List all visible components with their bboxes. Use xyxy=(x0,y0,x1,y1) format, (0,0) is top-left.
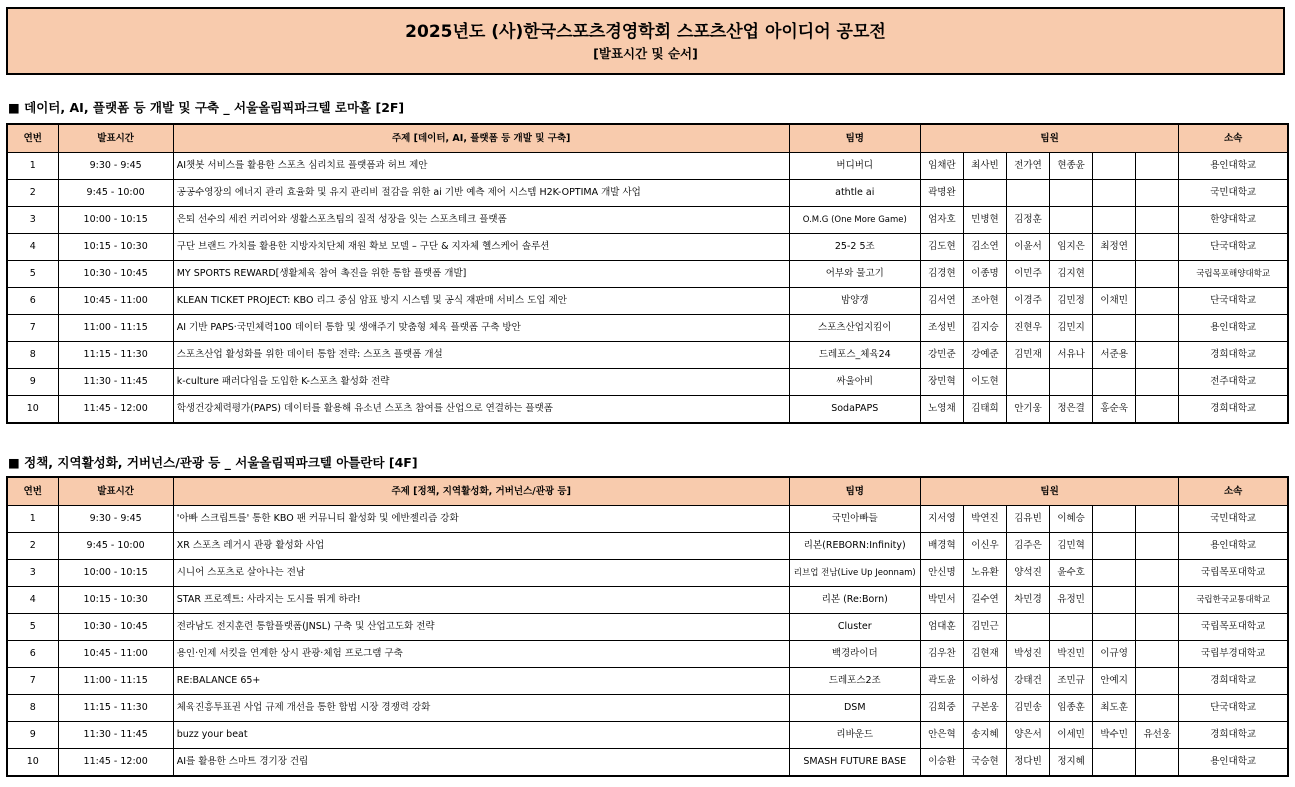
cell-time: 10:15 - 10:30 xyxy=(58,234,173,261)
cell-time: 10:00 - 10:15 xyxy=(58,207,173,234)
cell-topic: 체육진흥투표권 사업 규제 개선을 통한 합법 시장 경쟁력 강화 xyxy=(173,695,789,722)
cell-member: 최사빈 xyxy=(963,153,1006,180)
cell-time: 11:00 - 11:15 xyxy=(58,315,173,342)
cell-member: 곽명완 xyxy=(920,180,963,207)
cell-team: DSM xyxy=(789,695,920,722)
cell-team: 리본(REBORN:Infinity) xyxy=(789,533,920,560)
cell-member: 김우찬 xyxy=(920,641,963,668)
cell-topic: 학생건강체력평가(PAPS) 데이터를 활용해 유소년 스포츠 참여를 산업으로 연결하는 플랫폼 xyxy=(173,396,789,424)
cell-affiliation: 용인대학교 xyxy=(1179,533,1288,560)
cell-no: 4 xyxy=(7,234,58,261)
cell-time: 11:45 - 12:00 xyxy=(58,396,173,424)
cell-member xyxy=(1050,369,1093,396)
cell-time: 9:30 - 9:45 xyxy=(58,506,173,533)
cell-member: 김희중 xyxy=(920,695,963,722)
cell-member: 장민혁 xyxy=(920,369,963,396)
cell-member: 최정연 xyxy=(1093,234,1136,261)
cell-member xyxy=(1093,614,1136,641)
table-row xyxy=(7,342,1288,369)
cell-no: 5 xyxy=(7,614,58,641)
cell-member xyxy=(1093,207,1136,234)
cell-member: 노유환 xyxy=(963,560,1006,587)
cell-team: 버디버디 xyxy=(789,153,920,180)
cell-no: 4 xyxy=(7,587,58,614)
cell-topic: 구단 브랜드 가치를 활용한 지방자치단체 재원 확보 모델 – 구단 & 지자체 헬스케어 솔루션 xyxy=(173,234,789,261)
table-header-row xyxy=(7,124,1288,153)
cell-member: 이윤서 xyxy=(1006,234,1049,261)
cell-member xyxy=(1136,396,1179,424)
cell-member xyxy=(1050,180,1093,207)
schedule-table-2 xyxy=(6,476,1289,777)
cell-member xyxy=(1006,180,1049,207)
cell-member: 김현재 xyxy=(963,641,1006,668)
cell-member: 강태건 xyxy=(1006,668,1049,695)
cell-member xyxy=(1050,614,1093,641)
cell-affiliation: 용인대학교 xyxy=(1179,153,1288,180)
cell-affiliation: 경희대학교 xyxy=(1179,342,1288,369)
cell-no: 2 xyxy=(7,533,58,560)
cell-member xyxy=(1136,641,1179,668)
cell-topic: XR 스포츠 레거시 관광 활성화 사업 xyxy=(173,533,789,560)
cell-member: 안신명 xyxy=(920,560,963,587)
cell-time: 10:30 - 10:45 xyxy=(58,614,173,641)
cell-member xyxy=(1136,668,1179,695)
cell-affiliation: 국립목포대학교 xyxy=(1179,560,1288,587)
cell-topic: 전라남도 전지훈련 통합플랫폼(JNSL) 구축 및 산업고도화 전략 xyxy=(173,614,789,641)
cell-member: 김민지 xyxy=(1050,315,1093,342)
cell-no: 7 xyxy=(7,315,58,342)
cell-member: 배경혁 xyxy=(920,533,963,560)
cell-member xyxy=(1136,315,1179,342)
cell-no: 6 xyxy=(7,288,58,315)
cell-time: 11:15 - 11:30 xyxy=(58,342,173,369)
table-row xyxy=(7,234,1288,261)
table-row xyxy=(7,560,1288,587)
cell-affiliation: 경희대학교 xyxy=(1179,722,1288,749)
cell-affiliation: 단국대학교 xyxy=(1179,695,1288,722)
cell-member xyxy=(1136,749,1179,777)
cell-team: 국민아빠들 xyxy=(789,506,920,533)
cell-team: 어부와 물고기 xyxy=(789,261,920,288)
cell-member: 김유빈 xyxy=(1006,506,1049,533)
cell-member: 현종윤 xyxy=(1050,153,1093,180)
cell-member: 이승환 xyxy=(920,749,963,777)
cell-member xyxy=(1093,560,1136,587)
cell-member xyxy=(1136,587,1179,614)
header-topic: 주제 [정책, 지역활성화, 거버넌스/관광 등] xyxy=(173,477,789,506)
cell-member xyxy=(1093,180,1136,207)
cell-member: 이혜승 xyxy=(1050,506,1093,533)
table-row xyxy=(7,288,1288,315)
cell-member: 임종훈 xyxy=(1050,695,1093,722)
table-row xyxy=(7,153,1288,180)
cell-affiliation: 단국대학교 xyxy=(1179,234,1288,261)
cell-member: 김민송 xyxy=(1006,695,1049,722)
cell-team: 리본 (Re:Born) xyxy=(789,587,920,614)
cell-team: 밤양갱 xyxy=(789,288,920,315)
cell-member: 양석진 xyxy=(1006,560,1049,587)
cell-member: 조성빈 xyxy=(920,315,963,342)
cell-no: 9 xyxy=(7,722,58,749)
cell-member: 이종명 xyxy=(963,261,1006,288)
table-row xyxy=(7,614,1288,641)
cell-member: 구본웅 xyxy=(963,695,1006,722)
cell-member: 임채란 xyxy=(920,153,963,180)
cell-topic: KLEAN TICKET PROJECT: KBO 리그 중심 암표 방지 시스템 및 공식 재판매 서비스 도입 제안 xyxy=(173,288,789,315)
cell-no: 8 xyxy=(7,695,58,722)
cell-member xyxy=(1136,695,1179,722)
cell-topic: buzz your beat xyxy=(173,722,789,749)
cell-affiliation: 국립부경대학교 xyxy=(1179,641,1288,668)
cell-topic: 시니어 스포츠로 살아나는 전남 xyxy=(173,560,789,587)
cell-member: 김민혁 xyxy=(1050,533,1093,560)
cell-member: 유선웅 xyxy=(1136,722,1179,749)
cell-affiliation: 경희대학교 xyxy=(1179,396,1288,424)
header-topic: 주제 [데이터, AI, 플랫폼 등 개발 및 구축] xyxy=(173,124,789,153)
cell-member: 유정민 xyxy=(1050,587,1093,614)
cell-topic: '아빠 스크립트를' 통한 KBO 팬 커뮤니티 활성화 및 에반젤리즘 강화 xyxy=(173,506,789,533)
cell-time: 10:45 - 11:00 xyxy=(58,641,173,668)
cell-member xyxy=(1050,207,1093,234)
header-time: 발표시간 xyxy=(58,477,173,506)
header-members: 팀원 xyxy=(920,124,1178,153)
cell-member: 박민서 xyxy=(920,587,963,614)
cell-member xyxy=(1093,749,1136,777)
cell-member: 엄대훈 xyxy=(920,614,963,641)
cell-member xyxy=(1093,587,1136,614)
cell-member: 양은서 xyxy=(1006,722,1049,749)
cell-no: 10 xyxy=(7,396,58,424)
cell-team: 드레포스2조 xyxy=(789,668,920,695)
section-heading-1: ■ 데이터, AI, 플랫폼 등 개발 및 구축 _ 서울올림픽파크텔 로마홀 [2F] xyxy=(8,100,405,115)
cell-team: Cluster xyxy=(789,614,920,641)
cell-member: 서유나 xyxy=(1050,342,1093,369)
cell-member: 곽도윤 xyxy=(920,668,963,695)
cell-team: athtle ai xyxy=(789,180,920,207)
cell-member: 이규영 xyxy=(1093,641,1136,668)
cell-member: 박진민 xyxy=(1050,641,1093,668)
cell-affiliation: 단국대학교 xyxy=(1179,288,1288,315)
cell-member xyxy=(1136,261,1179,288)
table-header-row xyxy=(7,477,1288,506)
page-subtitle: [발표시간 및 순서] xyxy=(593,46,698,61)
cell-member: 지서영 xyxy=(920,506,963,533)
cell-member: 엄자호 xyxy=(920,207,963,234)
schedule-table-1 xyxy=(6,123,1289,424)
cell-no: 6 xyxy=(7,641,58,668)
cell-member xyxy=(1093,506,1136,533)
cell-no: 7 xyxy=(7,668,58,695)
cell-affiliation: 경희대학교 xyxy=(1179,668,1288,695)
cell-topic: AI챗봇 서비스를 활용한 스포츠 심리치료 플랫폼과 허브 제안 xyxy=(173,153,789,180)
header-affiliation: 소속 xyxy=(1179,124,1288,153)
cell-affiliation: 국립한국교통대학교 xyxy=(1179,587,1288,614)
cell-affiliation: 국민대학교 xyxy=(1179,506,1288,533)
cell-member: 최도훈 xyxy=(1093,695,1136,722)
table-row xyxy=(7,587,1288,614)
table-row xyxy=(7,749,1288,777)
cell-topic: 은퇴 선수의 세컨 커리어와 생활스포츠팀의 질적 성장을 잇는 스포츠테크 플랫폼 xyxy=(173,207,789,234)
cell-time: 11:15 - 11:30 xyxy=(58,695,173,722)
cell-affiliation: 한양대학교 xyxy=(1179,207,1288,234)
cell-member: 이세민 xyxy=(1050,722,1093,749)
cell-member: 정은결 xyxy=(1050,396,1093,424)
cell-no: 3 xyxy=(7,207,58,234)
cell-time: 11:00 - 11:15 xyxy=(58,668,173,695)
cell-member: 전가연 xyxy=(1006,153,1049,180)
header-team: 팀명 xyxy=(789,477,920,506)
table-row xyxy=(7,315,1288,342)
cell-member: 이도현 xyxy=(963,369,1006,396)
cell-member xyxy=(1136,288,1179,315)
cell-member: 민병현 xyxy=(963,207,1006,234)
cell-no: 1 xyxy=(7,506,58,533)
cell-member: 홍순욱 xyxy=(1093,396,1136,424)
table-row xyxy=(7,695,1288,722)
cell-no: 3 xyxy=(7,560,58,587)
cell-topic: MY SPORTS REWARD[생활체육 참여 촉진을 위한 통합 플랫폼 개발] xyxy=(173,261,789,288)
cell-member: 김경현 xyxy=(920,261,963,288)
cell-team: 스포츠산업지킴이 xyxy=(789,315,920,342)
cell-member: 김주은 xyxy=(1006,533,1049,560)
cell-member xyxy=(1093,261,1136,288)
cell-affiliation: 국민대학교 xyxy=(1179,180,1288,207)
cell-member xyxy=(1006,369,1049,396)
cell-no: 8 xyxy=(7,342,58,369)
table-row xyxy=(7,369,1288,396)
cell-team: 드레포스_체육24 xyxy=(789,342,920,369)
cell-member xyxy=(1136,369,1179,396)
cell-topic: RE:BALANCE 65+ xyxy=(173,668,789,695)
cell-topic: STAR 프로젝트: 사라지는 도시를 뛰게 하라! xyxy=(173,587,789,614)
cell-member xyxy=(1006,614,1049,641)
cell-topic: AI를 활용한 스마트 경기장 건립 xyxy=(173,749,789,777)
cell-member: 윤수호 xyxy=(1050,560,1093,587)
cell-member: 이신우 xyxy=(963,533,1006,560)
cell-member xyxy=(1136,533,1179,560)
cell-member: 임지은 xyxy=(1050,234,1093,261)
header-no: 연번 xyxy=(7,124,58,153)
cell-member: 조아현 xyxy=(963,288,1006,315)
cell-time: 9:45 - 10:00 xyxy=(58,180,173,207)
cell-affiliation: 전주대학교 xyxy=(1179,369,1288,396)
cell-time: 10:00 - 10:15 xyxy=(58,560,173,587)
title-banner xyxy=(6,7,1285,75)
cell-member: 김지현 xyxy=(1050,261,1093,288)
cell-team: O.M.G (One More Game) xyxy=(789,207,920,234)
cell-member: 차민경 xyxy=(1006,587,1049,614)
cell-member: 박성진 xyxy=(1006,641,1049,668)
cell-member: 정다빈 xyxy=(1006,749,1049,777)
cell-member: 이경주 xyxy=(1006,288,1049,315)
cell-team: 리바운드 xyxy=(789,722,920,749)
cell-member: 안은혁 xyxy=(920,722,963,749)
cell-time: 9:45 - 10:00 xyxy=(58,533,173,560)
cell-affiliation: 국립목포대학교 xyxy=(1179,614,1288,641)
cell-no: 9 xyxy=(7,369,58,396)
table-row xyxy=(7,722,1288,749)
cell-member: 서준용 xyxy=(1093,342,1136,369)
cell-time: 10:15 - 10:30 xyxy=(58,587,173,614)
table-row xyxy=(7,207,1288,234)
cell-member: 김지승 xyxy=(963,315,1006,342)
cell-member: 강예준 xyxy=(963,342,1006,369)
cell-topic: 용인·인제 서킷을 연계한 상시 관광·체험 프로그램 구축 xyxy=(173,641,789,668)
cell-member: 박수민 xyxy=(1093,722,1136,749)
cell-member: 길수연 xyxy=(963,587,1006,614)
header-time: 발표시간 xyxy=(58,124,173,153)
cell-time: 11:30 - 11:45 xyxy=(58,722,173,749)
cell-member: 김정훈 xyxy=(1006,207,1049,234)
cell-no: 5 xyxy=(7,261,58,288)
cell-time: 10:45 - 11:00 xyxy=(58,288,173,315)
table-row xyxy=(7,668,1288,695)
cell-team: SodaPAPS xyxy=(789,396,920,424)
cell-member xyxy=(1093,533,1136,560)
cell-team: 리브업 전남(Live Up Jeonnam) xyxy=(789,560,920,587)
cell-member: 김민재 xyxy=(1006,342,1049,369)
table-row xyxy=(7,396,1288,424)
cell-member xyxy=(1093,315,1136,342)
header-no: 연번 xyxy=(7,477,58,506)
table-row xyxy=(7,180,1288,207)
table-row xyxy=(7,533,1288,560)
cell-member: 김민근 xyxy=(963,614,1006,641)
cell-member xyxy=(1136,342,1179,369)
cell-topic: k-culture 패러다임을 도입한 K-스포츠 활성화 전략 xyxy=(173,369,789,396)
cell-topic: 공공수영장의 에너지 관리 효율화 및 유지 관리비 절감을 위한 ai 기반 예측 제어 시스템 H2K-OPTIMA 개발 사업 xyxy=(173,180,789,207)
cell-team: 25-2 5조 xyxy=(789,234,920,261)
cell-team: SMASH FUTURE BASE xyxy=(789,749,920,777)
cell-member: 김태희 xyxy=(963,396,1006,424)
cell-member: 진현우 xyxy=(1006,315,1049,342)
cell-member: 정지혜 xyxy=(1050,749,1093,777)
cell-member: 노영채 xyxy=(920,396,963,424)
header-team: 팀명 xyxy=(789,124,920,153)
cell-member xyxy=(963,180,1006,207)
section-heading-2: ■ 정책, 지역활성화, 거버넌스/관광 등 _ 서울올림픽파크텔 아틀란타 [4F] xyxy=(8,455,418,470)
table-row xyxy=(7,261,1288,288)
cell-time: 11:30 - 11:45 xyxy=(58,369,173,396)
cell-member: 박연진 xyxy=(963,506,1006,533)
cell-no: 2 xyxy=(7,180,58,207)
cell-member: 김민정 xyxy=(1050,288,1093,315)
cell-topic: AI 기반 PAPS·국민체력100 데이터 통합 및 생애주기 맞춤형 체육 플랫폼 구축 방안 xyxy=(173,315,789,342)
cell-team: 싸울아비 xyxy=(789,369,920,396)
cell-member: 김도현 xyxy=(920,234,963,261)
page-title: 2025년도 (사)한국스포츠경영학회 스포츠산업 아이디어 공모전 xyxy=(405,22,886,42)
cell-member xyxy=(1093,369,1136,396)
cell-member: 이민주 xyxy=(1006,261,1049,288)
cell-member: 김소연 xyxy=(963,234,1006,261)
cell-member: 이하성 xyxy=(963,668,1006,695)
header-affiliation: 소속 xyxy=(1179,477,1288,506)
cell-no: 10 xyxy=(7,749,58,777)
cell-affiliation: 국립목포해양대학교 xyxy=(1179,261,1288,288)
cell-team: 백경라이더 xyxy=(789,641,920,668)
cell-member xyxy=(1136,234,1179,261)
cell-member: 국승현 xyxy=(963,749,1006,777)
cell-member: 김서연 xyxy=(920,288,963,315)
cell-member xyxy=(1093,153,1136,180)
cell-member: 송지혜 xyxy=(963,722,1006,749)
cell-member xyxy=(1136,506,1179,533)
header-members: 팀원 xyxy=(920,477,1178,506)
cell-member: 이채민 xyxy=(1093,288,1136,315)
cell-topic: 스포츠산업 활성화를 위한 데이터 통합 전략: 스포츠 플랫폼 개설 xyxy=(173,342,789,369)
cell-time: 10:30 - 10:45 xyxy=(58,261,173,288)
cell-no: 1 xyxy=(7,153,58,180)
cell-member xyxy=(1136,614,1179,641)
cell-member xyxy=(1136,153,1179,180)
cell-affiliation: 용인대학교 xyxy=(1179,315,1288,342)
table-row xyxy=(7,506,1288,533)
cell-member: 안예지 xyxy=(1093,668,1136,695)
cell-member xyxy=(1136,560,1179,587)
cell-affiliation: 용인대학교 xyxy=(1179,749,1288,777)
table-row xyxy=(7,641,1288,668)
cell-member: 강민준 xyxy=(920,342,963,369)
cell-time: 9:30 - 9:45 xyxy=(58,153,173,180)
cell-member xyxy=(1136,207,1179,234)
cell-member xyxy=(1136,180,1179,207)
cell-time: 11:45 - 12:00 xyxy=(58,749,173,777)
cell-member: 조민규 xyxy=(1050,668,1093,695)
cell-member: 안기웅 xyxy=(1006,396,1049,424)
